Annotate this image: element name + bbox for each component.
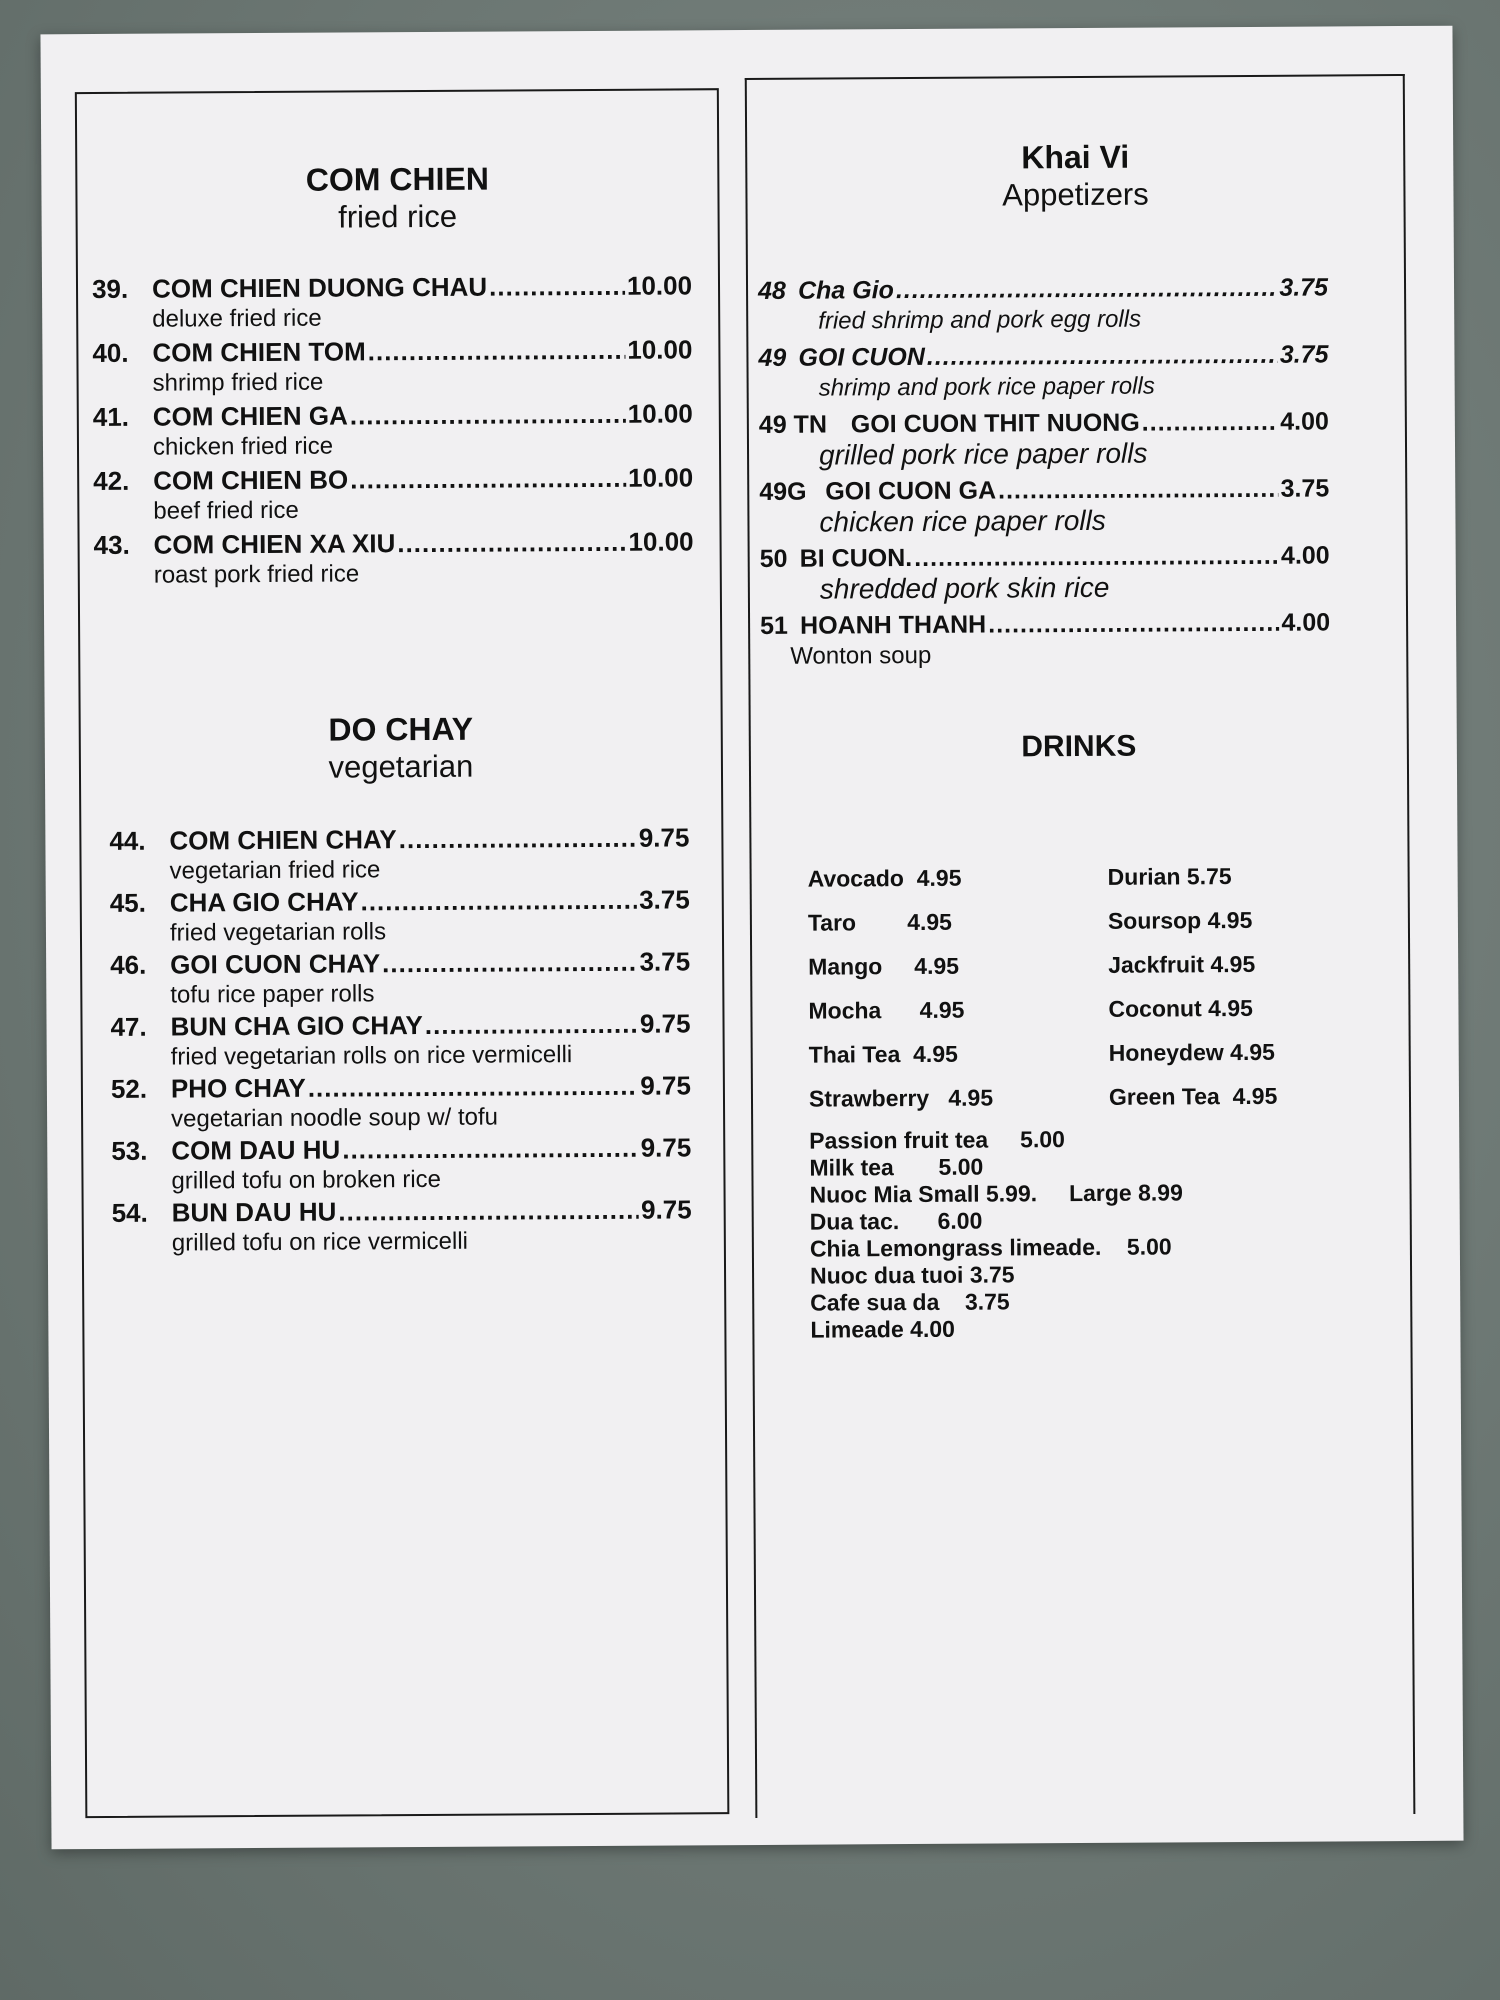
menu-item-row bbox=[111, 1070, 691, 1104]
menu-item-number: 51 bbox=[760, 611, 788, 640]
menu-item-row bbox=[93, 526, 693, 560]
menu-item-description: shredded pork skin rice bbox=[819, 571, 1110, 605]
menu-item-name: BUN DAU HU bbox=[171, 1196, 337, 1228]
menu-item-price: 9.75 bbox=[640, 1070, 691, 1101]
menu-item-description: shrimp and pork rice paper rolls bbox=[818, 372, 1155, 402]
menu-item bbox=[760, 540, 1330, 605]
menu-item-description: chicken fried rice bbox=[152, 432, 334, 461]
menu-item bbox=[92, 334, 692, 400]
appetizer-list bbox=[758, 272, 1330, 677]
menu-item-row bbox=[111, 1132, 691, 1166]
menu-item-number: 53. bbox=[111, 1135, 148, 1166]
menu-item-name: BI CUON. bbox=[799, 544, 913, 573]
drink-item: Avocado 4.95 bbox=[807, 864, 962, 892]
section-subtitle: Appetizers bbox=[1002, 176, 1149, 213]
menu-item bbox=[110, 946, 690, 1012]
drink-item: Chia Lemongrass limeade. 5.00 bbox=[809, 1233, 1172, 1262]
menu-item bbox=[760, 607, 1330, 672]
drink-item: Nuoc dua tuoi 3.75 bbox=[809, 1261, 1015, 1289]
drink-item: Nuoc Mia Small 5.99. Large 8.99 bbox=[809, 1179, 1183, 1208]
dot-leader bbox=[425, 1009, 638, 1040]
menu-item-name: COM CHIEN CHAY bbox=[169, 824, 397, 856]
menu-item-price: 3.75 bbox=[639, 884, 690, 915]
menu-item-number: 40. bbox=[92, 337, 129, 369]
menu-item-price: 9.75 bbox=[640, 1132, 692, 1163]
menu-item-description: deluxe fried rice bbox=[152, 304, 322, 333]
drink-item: Cafe sua da 3.75 bbox=[810, 1288, 1010, 1316]
menu-item bbox=[111, 1132, 691, 1198]
menu-item bbox=[109, 822, 689, 888]
menu-item-description: grilled tofu on broken rice bbox=[171, 1165, 442, 1195]
menu-item-price: 10.00 bbox=[628, 462, 694, 493]
dot-leader bbox=[1142, 407, 1279, 438]
menu-item-description: Wonton soup bbox=[790, 641, 932, 670]
menu-item-row bbox=[92, 334, 692, 368]
menu-item bbox=[110, 884, 690, 950]
section-subtitle: vegetarian bbox=[328, 748, 474, 785]
drink-item: Jackfruit 4.95 bbox=[1108, 950, 1256, 978]
menu-item-description: tofu rice paper rolls bbox=[170, 980, 375, 1009]
menu-item-description: roast pork fried rice bbox=[153, 560, 360, 589]
menu-item-row bbox=[93, 462, 693, 496]
menu-item-name: CHA GIO CHAY bbox=[169, 886, 359, 918]
menu-item-price: 4.00 bbox=[1280, 407, 1329, 436]
menu-item-price: 9.75 bbox=[638, 822, 690, 853]
dot-leader bbox=[360, 885, 637, 917]
menu-item-name: HOANH THANH bbox=[800, 610, 987, 640]
menu-item-description: fried vegetarian rolls bbox=[169, 918, 387, 947]
menu-item-description: fried vegetarian rolls on rice vermicelli bbox=[170, 1041, 573, 1071]
section-subtitle: fried rice bbox=[338, 198, 458, 235]
menu-item-row bbox=[758, 272, 1328, 305]
drink-item: Mocha 4.95 bbox=[808, 996, 965, 1024]
section-title: DO CHAY bbox=[328, 710, 474, 748]
menu-item-name: GOI CUON CHAY bbox=[170, 948, 381, 980]
menu-item bbox=[93, 526, 693, 592]
menu-item-name: PHO CHAY bbox=[170, 1072, 306, 1104]
drink-item: Dua tac. 6.00 bbox=[809, 1207, 983, 1235]
menu-item-number: 54. bbox=[111, 1197, 148, 1228]
menu-item-number: 47. bbox=[110, 1011, 147, 1042]
menu-item bbox=[758, 339, 1328, 404]
menu-item bbox=[93, 398, 693, 464]
drink-item: Coconut 4.95 bbox=[1108, 994, 1253, 1022]
drink-item: Durian 5.75 bbox=[1107, 863, 1232, 890]
menu-item-number: 45. bbox=[109, 887, 147, 918]
menu-item-row bbox=[759, 406, 1329, 439]
menu-item-name: BUN CHA GIO CHAY bbox=[170, 1010, 423, 1042]
left-panel bbox=[75, 88, 730, 1818]
section-title: Khai Vi bbox=[1021, 138, 1130, 176]
menu-item-price: 4.00 bbox=[1280, 541, 1330, 570]
menu-item bbox=[759, 473, 1329, 538]
menu-item-number: 50 bbox=[759, 544, 788, 573]
menu-item-price: 3.75 bbox=[639, 946, 691, 977]
menu-page bbox=[40, 26, 1463, 1850]
drink-item: Soursop 4.95 bbox=[1107, 906, 1253, 934]
com-chien-header bbox=[77, 158, 717, 238]
dot-leader bbox=[350, 399, 626, 431]
menu-item bbox=[92, 270, 692, 336]
menu-item-name: COM CHIEN DUONG CHAU bbox=[151, 271, 488, 304]
menu-item-name: COM CHIEN TOM bbox=[152, 336, 366, 368]
menu-item bbox=[759, 406, 1329, 471]
dot-leader bbox=[988, 608, 1279, 640]
dot-leader bbox=[914, 541, 1279, 573]
menu-item-number: 52. bbox=[110, 1073, 148, 1104]
menu-item-number: 49 bbox=[758, 343, 787, 372]
menu-item-description: shrimp fried rice bbox=[152, 368, 324, 397]
menu-item-row bbox=[759, 473, 1329, 506]
menu-item-price: 10.00 bbox=[626, 270, 693, 301]
menu-item-name: COM CHIEN XA XIU bbox=[153, 528, 396, 560]
menu-item-number: 41. bbox=[92, 401, 130, 433]
menu-item-description: beef fried rice bbox=[153, 496, 299, 525]
drinks-grid bbox=[808, 862, 1350, 1135]
menu-item-description: fried shrimp and pork egg rolls bbox=[818, 305, 1142, 335]
khai-vi-header bbox=[747, 136, 1403, 216]
menu-item-row bbox=[110, 946, 690, 980]
menu-item-row bbox=[110, 884, 690, 918]
menu-item-row bbox=[758, 339, 1328, 372]
dot-leader bbox=[382, 947, 638, 979]
drink-item: Milk tea 5.00 bbox=[809, 1153, 984, 1181]
menu-item-name: COM DAU HU bbox=[171, 1134, 341, 1166]
menu-item-price: 3.75 bbox=[1280, 474, 1330, 503]
menu-item-row bbox=[109, 822, 689, 856]
menu-item-name: COM CHIEN BO bbox=[153, 464, 349, 496]
drinks-title: DRINKS bbox=[1021, 729, 1137, 764]
drink-item: Green Tea 4.95 bbox=[1108, 1082, 1278, 1110]
menu-item bbox=[112, 1194, 692, 1260]
menu-item bbox=[758, 272, 1328, 337]
menu-item-price: 3.75 bbox=[1279, 273, 1329, 302]
menu-item-number: 43. bbox=[93, 529, 130, 561]
drink-item: Thai Tea 4.95 bbox=[808, 1040, 958, 1068]
dot-leader bbox=[397, 527, 626, 558]
menu-item-description: chicken rice paper rolls bbox=[819, 504, 1106, 538]
dot-leader bbox=[342, 1133, 639, 1165]
dot-leader bbox=[350, 463, 626, 495]
menu-item-price: 9.75 bbox=[639, 1008, 691, 1039]
menu-item-name: GOI CUON THIT NUONG bbox=[850, 408, 1140, 439]
drink-item: Mango 4.95 bbox=[808, 952, 960, 980]
menu-item-description: grilled tofu on rice vermicelli bbox=[171, 1227, 469, 1257]
menu-item-price: 10.00 bbox=[627, 334, 693, 365]
menu-item-number: 44. bbox=[109, 825, 146, 856]
right-panel bbox=[745, 74, 1416, 1818]
menu-item-name: Cha Gio bbox=[797, 276, 894, 305]
menu-item-name: GOI CUON GA bbox=[825, 476, 997, 506]
dot-leader bbox=[308, 1071, 639, 1103]
do-chay-header bbox=[81, 708, 721, 788]
dot-leader bbox=[338, 1195, 639, 1227]
menu-item-row bbox=[112, 1194, 692, 1228]
drinks-extra-list bbox=[809, 1125, 1184, 1343]
dot-leader bbox=[368, 335, 626, 367]
drink-item: Strawberry 4.95 bbox=[808, 1084, 994, 1112]
dot-leader bbox=[927, 340, 1278, 372]
menu-item-description: vegetarian fried rice bbox=[169, 856, 381, 885]
menu-item-price: 3.75 bbox=[1279, 340, 1329, 369]
dot-leader bbox=[896, 273, 1278, 305]
menu-item-price: 9.75 bbox=[640, 1194, 692, 1225]
drink-item: Taro 4.95 bbox=[807, 908, 953, 936]
dot-leader bbox=[489, 271, 625, 302]
menu-item-number: 46. bbox=[110, 949, 147, 980]
menu-item-row bbox=[760, 607, 1330, 640]
drink-item: Honeydew 4.95 bbox=[1108, 1038, 1275, 1066]
menu-item-price: 10.00 bbox=[628, 526, 694, 557]
menu-item-number: 49 TN bbox=[758, 410, 828, 439]
do-chay-list bbox=[109, 822, 692, 1260]
menu-item bbox=[111, 1070, 691, 1136]
menu-item-row bbox=[760, 540, 1330, 573]
menu-item-row bbox=[92, 270, 692, 304]
drink-item: Passion fruit tea 5.00 bbox=[809, 1126, 1065, 1154]
menu-item-description: grilled pork rice paper rolls bbox=[818, 437, 1148, 471]
dot-leader bbox=[399, 823, 637, 854]
menu-item-row bbox=[110, 1008, 690, 1042]
dot-leader bbox=[998, 474, 1279, 506]
drinks-column-1 bbox=[808, 865, 994, 1130]
menu-item-number: 48 bbox=[757, 276, 786, 305]
menu-item-price: 10.00 bbox=[627, 398, 693, 429]
menu-item bbox=[110, 1008, 690, 1074]
com-chien-list bbox=[92, 270, 694, 594]
menu-item-price: 4.00 bbox=[1281, 608, 1331, 637]
drink-item: Limeade 4.00 bbox=[810, 1315, 955, 1343]
menu-item-name: COM CHIEN GA bbox=[152, 400, 348, 432]
menu-item-description: vegetarian noodle soup w/ tofu bbox=[171, 1103, 499, 1133]
menu-item-name: GOI CUON bbox=[798, 342, 925, 372]
drinks-column-2 bbox=[1108, 863, 1278, 1128]
menu-item-number: 49G bbox=[759, 477, 807, 506]
section-title: COM CHIEN bbox=[305, 160, 490, 198]
menu-item-number: 42. bbox=[93, 465, 130, 497]
menu-item-number: 39. bbox=[91, 273, 129, 305]
menu-item bbox=[93, 462, 693, 528]
menu-item-row bbox=[93, 398, 693, 432]
